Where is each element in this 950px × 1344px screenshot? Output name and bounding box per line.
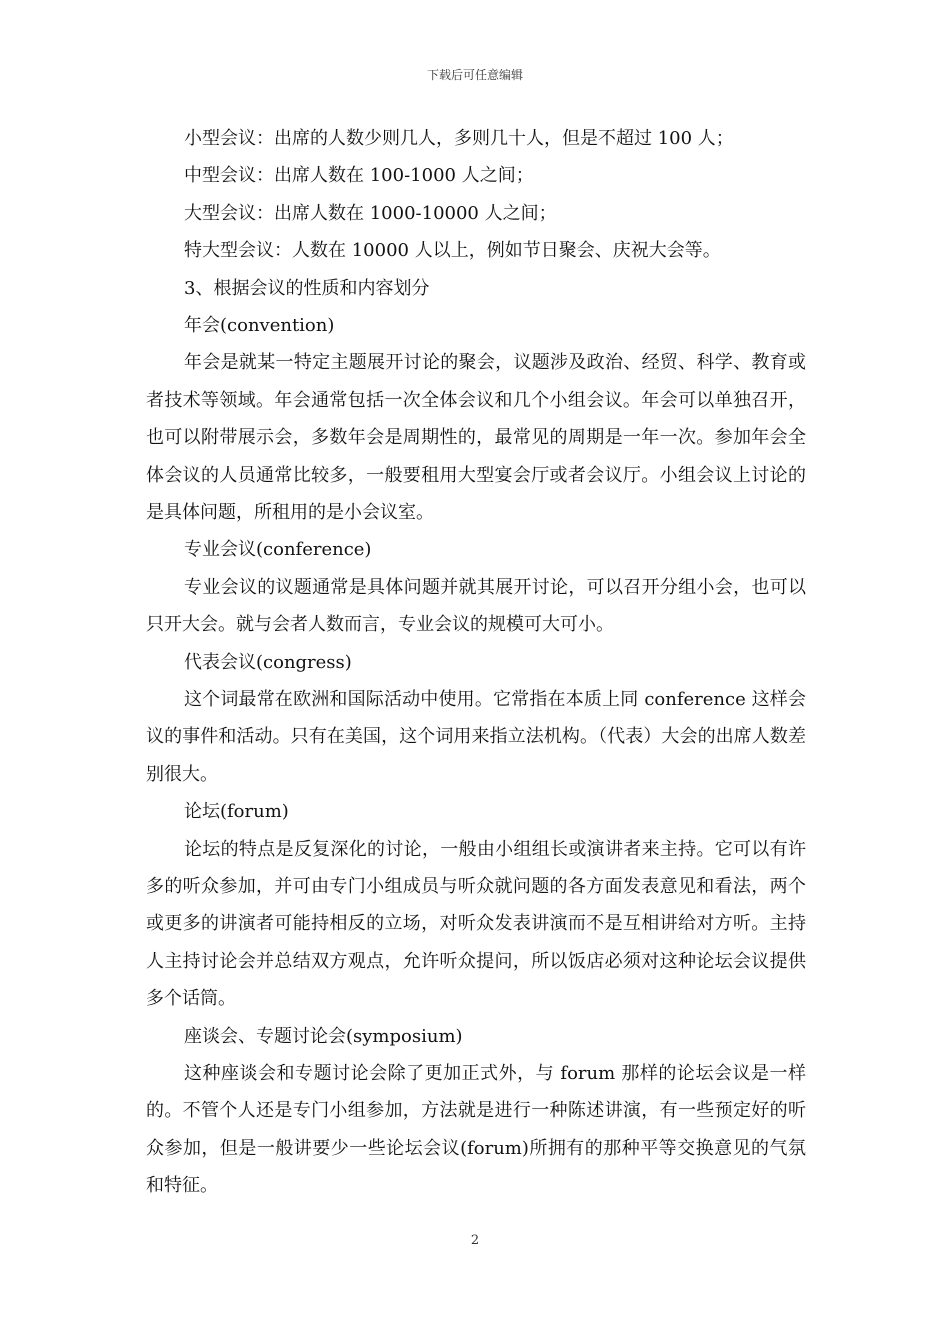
subheading-congress: 代表会议(congress) xyxy=(184,651,352,673)
body-content xyxy=(146,120,806,1205)
page-number: 2 xyxy=(470,1233,480,1248)
subheading-symposium: 座谈会、专题讨论会(symposium) xyxy=(184,1025,463,1047)
paragraph-congress: 这个词最常在欧洲和国际活动中使用。它常指在本质上同 conference 这样会议的事件和活动。只有在美国，这个词用来指立法机构。（代表）大会的出席人数差别很大。 xyxy=(146,688,806,785)
paragraph-forum: 论坛的特点是反复深化的讨论，一般由小组组长或演讲者来主持。它可以有许多的听众参加，并可由专门小组成员与听众就问题的各方面发表意见和看法，两个或更多的讲演者可能持相反的立场，对听众发表讲演而不是互相讲给对方听。主持人主持讨论会并总结双方观点，允许听众提问，所以饭店必须对这种论坛会议提供多个话筒。 xyxy=(146,838,806,1010)
page-header: 下载后可任意编辑 xyxy=(426,68,523,82)
line-large-meeting: 大型会议：出席人数在 1000-10000 人之间； xyxy=(184,202,557,224)
subheading-conference: 专业会议(conference) xyxy=(184,539,372,561)
subheading-forum: 论坛(forum) xyxy=(184,801,289,823)
line-medium-meeting: 中型会议：出席人数在 100-1000 人之间； xyxy=(184,165,534,187)
subheading-convention: 年会(convention) xyxy=(184,314,335,336)
line-small-meeting: 小型会议：出席的人数少则几人，多则几十人，但是不超过 100 人； xyxy=(184,128,734,149)
paragraph-symposium: 这种座谈会和专题讨论会除了更加正式外，与 forum 那样的论坛会议是一样的。不管个人还是专门小组参加，方法就是进行一种陈述讲演，有一些预定好的听众参加，但是一般讲要少一些论坛会议(forum)所拥有的那种平等交换意见的气氛和特征。 xyxy=(146,1063,806,1197)
paragraph-convention: 年会是就某一特定主题展开讨论的聚会，议题涉及政治、经贸、科学、教育或者技术等领域。年会通常包括一次全体会议和几个小组会议。年会可以单独召开，也可以附带展示会，多数年会是周期性的，最常见的周期是一年一次。参加年会全体会议的人员通常比较多，一般要租用大型宴会厅或者会议厅。小组会议上讨论的是具体问题，所租用的是小会议室。 xyxy=(146,352,806,523)
line-extra-large-meeting: 特大型会议：人数在 10000 人以上，例如节日聚会、庆祝大会等。 xyxy=(184,240,721,262)
section-heading: 3、根据会议的性质和内容划分 xyxy=(184,277,430,299)
paragraph-conference: 专业会议的议题通常是具体问题并就其展开讨论，可以召开分组小会，也可以只开大会。就与会者人数而言，专业会议的规模可大可小。 xyxy=(146,576,806,636)
